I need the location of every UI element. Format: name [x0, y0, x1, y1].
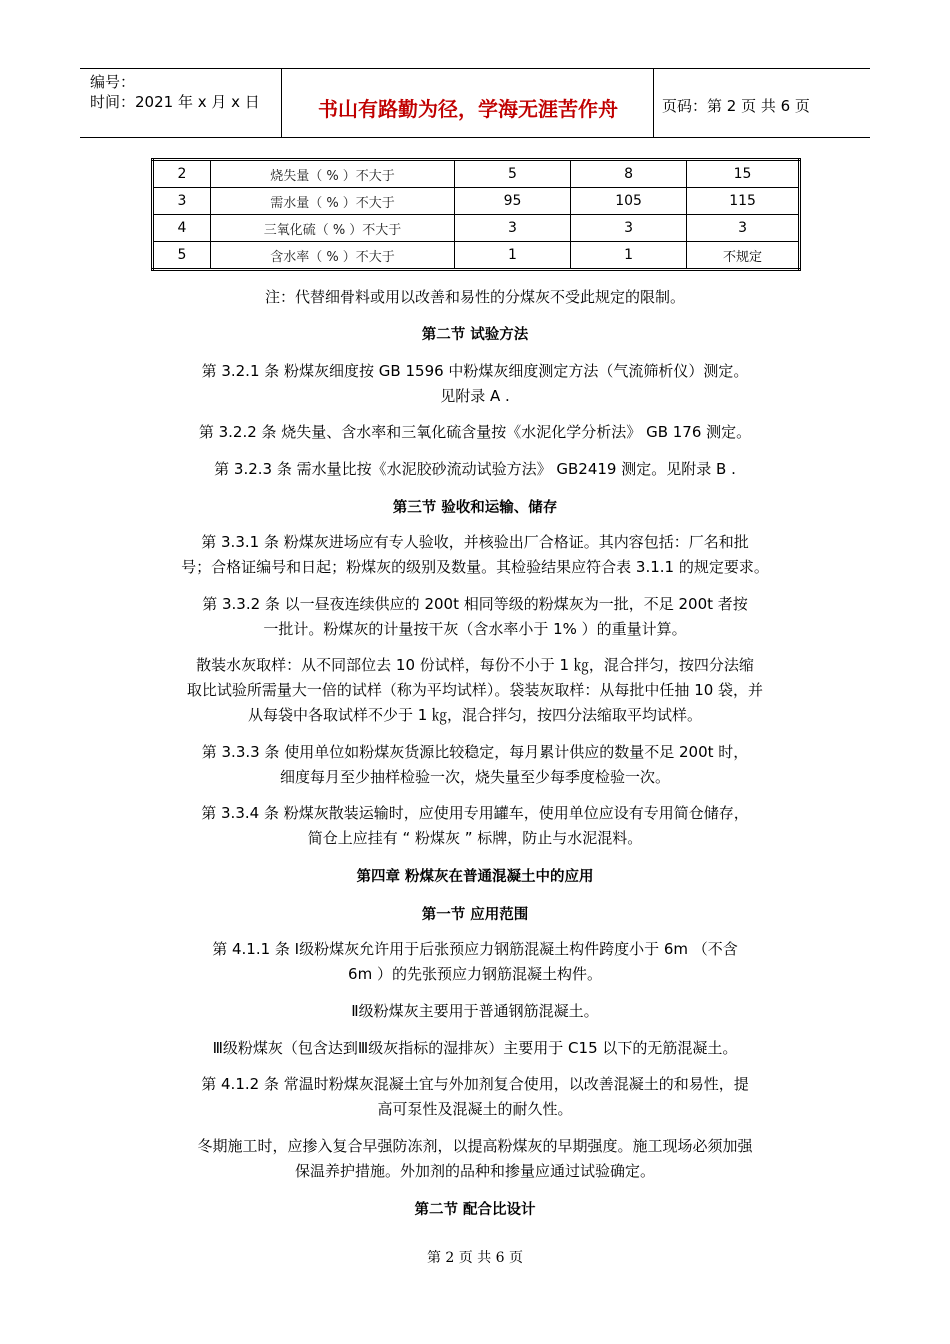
clause-4-1-2-line-1: 第 4.1.2 条 常温时粉煤灰混凝土宜与外加剂复合使用，以改善混凝土的和易性，提 — [201, 1075, 749, 1093]
row-grade-1-value: 1 — [454, 242, 570, 270]
sampling-line-2: 取比试验所需量大一倍的试样（称为平均试样）。袋装灰取样：从每批中任抽 10 袋，并 — [186, 681, 764, 699]
clause-3-3-3-line-1: 第 3.3.3 条 使用单位如粉煤灰货源比较稳定，每月累计供应的数量不足 200t 时， — [201, 743, 749, 761]
sampling-line-1: 散装水灰取样：从不同部位去 10 份试样，每份不小于 1 ㎏，混合拌匀，按四分法缩 — [196, 656, 754, 674]
grade-3-usage: Ⅲ级粉煤灰（包含达到Ⅲ级灰指标的湿排灰）主要用于 C15 以下的无筋混凝土。 — [212, 1039, 738, 1057]
table-row — [153, 188, 800, 215]
header-time-label: 时间：2021 年 x 月 x 日 — [90, 93, 260, 111]
clause-4-1-1-line-2: 6m ）的先张预应力钢筋混凝土构件。 — [348, 965, 602, 983]
clause-3-3-4-line-1: 第 3.3.4 条 粉煤灰散装运输时，应使用专用罐车，使用单位应设有专用简仓储存， — [201, 804, 749, 822]
header-page-label: 页码：第 2 页 共 6 页 — [662, 97, 810, 115]
header-number-label: 编号： — [90, 73, 136, 91]
clause-3-3-2-line-2: 一批计。粉煤灰的计量按干灰（含水率小于 1% ）的重量计算。 — [263, 620, 687, 638]
header-motto: 书山有路勤为径，学海无涯苦作舟 — [318, 97, 618, 121]
row-number: 5 — [153, 242, 211, 270]
row-grade-1-value: 5 — [454, 160, 570, 188]
row-number: 2 — [153, 160, 211, 188]
table-note: 注：代替细骨料或用以改善和易性的分煤灰不受此规定的限制。 — [264, 288, 685, 306]
page-footer: 第 2 页 共 6 页 — [426, 1250, 524, 1266]
winter-construction-line-2: 保温养护措施。外加剂的品种和掺量应通过试验确定。 — [294, 1162, 655, 1180]
header-divider-right — [653, 69, 654, 137]
table-row — [153, 215, 800, 242]
row-grade-2-value: 1 — [571, 242, 687, 270]
grade-2-usage: Ⅱ级粉煤灰主要用于普通钢筋混凝土。 — [351, 1002, 599, 1020]
chapter-title-4: 第四章 粉煤灰在普通混凝土中的应用 — [356, 869, 594, 885]
clause-3-3-1-line-1: 第 3.3.1 条 粉煤灰进场应有专人验收，并核验出厂合格证。其内容包括：厂名和批 — [201, 533, 749, 551]
clause-3-2-2: 第 3.2.2 条 烧失量、含水率和三氧化硫含量按《水泥化学分析法》 GB 176 测定。 — [198, 423, 752, 441]
row-item: 烧失量（ % ）不大于 — [211, 160, 455, 188]
section-title-test-methods: 第二节 试验方法 — [421, 327, 529, 343]
header-meta — [90, 72, 260, 112]
row-grade-2-value: 8 — [571, 160, 687, 188]
clause-4-1-1-line-1: 第 4.1.1 条 Ⅰ级粉煤灰允许用于后张预应力钢筋混凝土构件跨度小于 6m （不含 — [212, 940, 738, 958]
row-grade-3-value: 不规定 — [687, 242, 800, 270]
row-grade-2-value: 3 — [571, 215, 687, 242]
fly-ash-spec-table — [151, 158, 801, 271]
section-title-mix-design: 第二节 配合比设计 — [414, 1202, 536, 1218]
winter-construction-line-1: 冬期施工时，应掺入复合早强防冻剂，以提高粉煤灰的早期强度。施工现场必须加强 — [197, 1137, 753, 1155]
clause-3-2-3: 第 3.2.3 条 需水量比按《水泥胶砂流动试验方法》 GB2419 测定。见附录 B . — [214, 460, 736, 478]
clause-3-2-1-line-1: 第 3.2.1 条 粉煤灰细度按 GB 1596 中粉煤灰细度测定方法（气流筛析仪）测定。 — [201, 362, 749, 380]
row-grade-1-value: 95 — [454, 188, 570, 215]
table-row — [153, 242, 800, 270]
row-number: 3 — [153, 188, 211, 215]
row-item: 需水量（ % ）不大于 — [211, 188, 455, 215]
clause-3-3-3-line-2: 细度每月至少抽样检验一次，烧失量至少每季度检验一次。 — [279, 768, 670, 786]
table-row — [153, 160, 800, 188]
clause-3-2-1-line-2: 见附录 A . — [440, 387, 510, 405]
page-header — [80, 68, 870, 138]
row-item: 三氧化硫（ % ）不大于 — [211, 215, 455, 242]
clause-4-1-2-line-2: 高可泵性及混凝土的耐久性。 — [377, 1100, 573, 1118]
row-grade-3-value: 3 — [687, 215, 800, 242]
clause-3-3-1-line-2: 号；合格证编号和日起；粉煤灰的级别及数量。其检验结果应符合表 3.1.1 的规定要求。 — [181, 558, 769, 576]
section-title-scope: 第一节 应用范围 — [421, 907, 529, 923]
row-grade-2-value: 105 — [571, 188, 687, 215]
row-number: 4 — [153, 215, 211, 242]
row-grade-1-value: 3 — [454, 215, 570, 242]
row-grade-3-value: 115 — [687, 188, 800, 215]
header-divider-left — [281, 69, 282, 137]
clause-3-3-4-line-2: 简仓上应挂有 “ 粉煤灰 ” 标牌，防止与水泥混料。 — [307, 829, 643, 847]
clause-3-3-2-line-1: 第 3.3.2 条 以一昼夜连续供应的 200t 相同等级的粉煤灰为一批，不足 200t 者按 — [202, 595, 748, 613]
row-grade-3-value: 15 — [687, 160, 800, 188]
row-item: 含水率（ % ）不大于 — [211, 242, 455, 270]
sampling-line-3: 从每袋中各取试样不少于 1 ㎏，混合拌匀，按四分法缩取平均试样。 — [247, 706, 703, 724]
section-title-acceptance: 第三节 验收和运输、储存 — [392, 500, 558, 516]
